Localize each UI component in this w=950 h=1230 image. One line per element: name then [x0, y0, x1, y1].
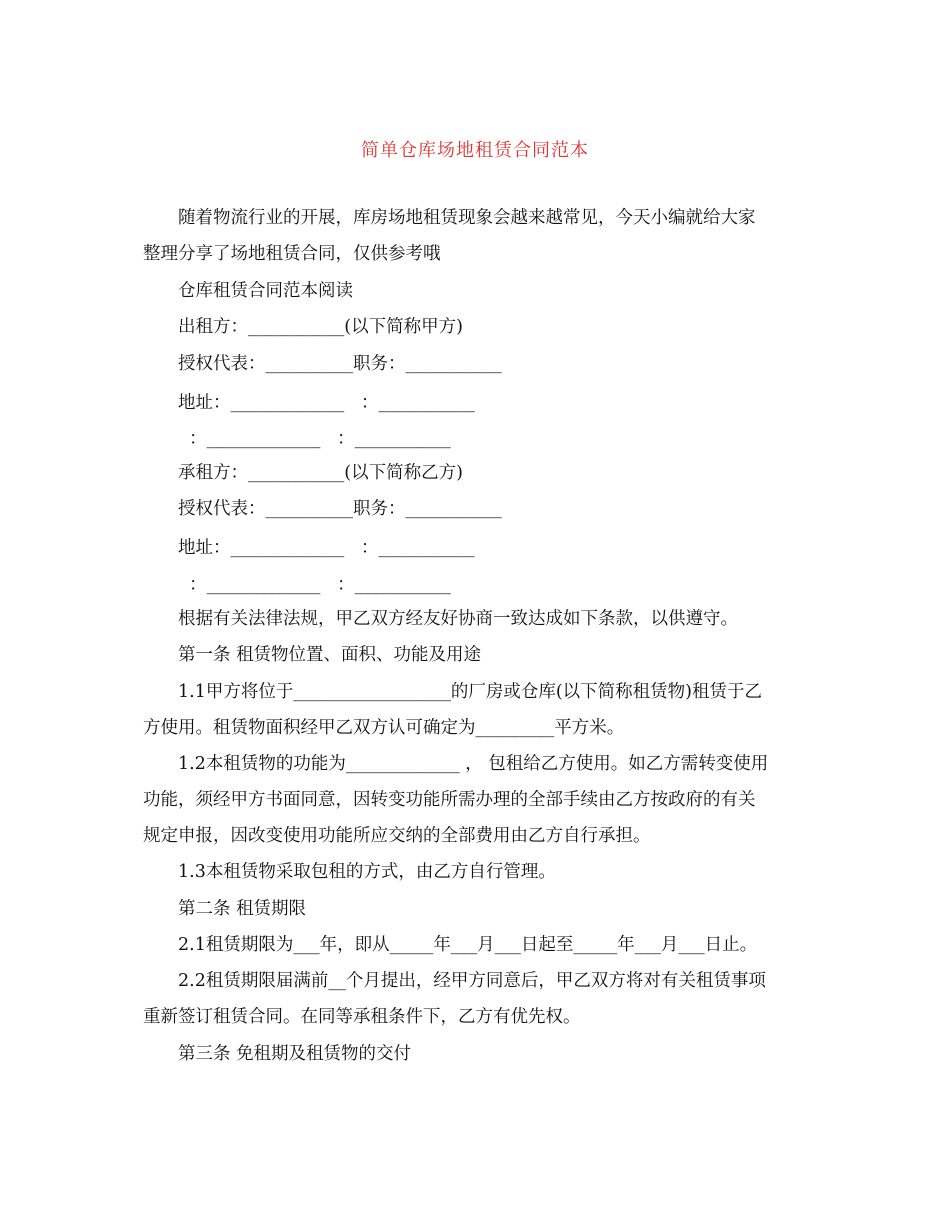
- clause-1-1-line-1: 1.1甲方将位于__________________的厂房或仓库(以下简称租赁物)租赁于乙: [178, 682, 762, 702]
- lessee-representative-line: 授权代表：__________职务：___________: [178, 499, 502, 519]
- lessee-address-line: 地址：_____________ ：___________: [178, 538, 475, 558]
- lessee-line: 承租方：___________(以下简称乙方): [178, 463, 463, 483]
- document-title: 简单仓库场地租赁合同范本: [361, 140, 589, 161]
- clause-1-2-line-3: 规定申报，因改变使用功能所应交纳的全部费用由乙方自行承担。: [143, 826, 651, 846]
- clause-2-1-line: 2.1租赁期限为___年，即从_____年___月___日起至_____年___月___日止。: [178, 935, 758, 955]
- clause-2-2-line-2: 重新签订租赁合同。在同等承租条件下，乙方有优先权。: [143, 1007, 581, 1027]
- lessor-contact-line: ：_____________ ：___________: [178, 429, 451, 449]
- clause-1-1-line-2: 方使用。租赁物面积经甲乙双方认可确定为_________平方米。: [143, 718, 625, 738]
- lessor-representative-line: 授权代表：__________职务：___________: [178, 354, 502, 374]
- intro-line-1: 随着物流行业的开展，库房场地租赁现象会越来越常见，今天小编就给大家: [178, 208, 756, 228]
- lessee-contact-line: ：_____________ ：___________: [178, 575, 451, 595]
- lessor-address-line: 地址：_____________ ：___________: [178, 393, 475, 413]
- section-heading: 仓库租赁合同范本阅读: [178, 281, 353, 301]
- article-1-heading: 第一条 租赁物位置、面积、功能及用途: [178, 645, 482, 665]
- clause-2-2-line-1: 2.2租赁期限届满前__个月提出，经甲方同意后，甲乙双方将对有关租赁事项: [178, 971, 766, 991]
- article-3-heading: 第三条 免租期及租赁物的交付: [178, 1044, 412, 1064]
- agreement-line: 根据有关法律法规，甲乙双方经友好协商一致达成如下条款，以供遵守。: [178, 609, 738, 629]
- intro-line-2: 整理分享了场地租赁合同，仅供参考哦: [143, 244, 441, 264]
- clause-1-2-line-2: 功能，须经甲方书面同意，因转变功能所需办理的全部手续由乙方按政府的有关: [143, 790, 756, 810]
- lessor-line: 出租方：___________(以下简称甲方): [178, 317, 463, 337]
- article-2-heading: 第二条 租赁期限: [178, 899, 307, 919]
- clause-1-2-line-1: 1.2本租赁物的功能为_____________ ， 包租给乙方使用。如乙方需转变使用: [178, 754, 769, 774]
- clause-1-3-line: 1.3本租赁物采取包租的方式，由乙方自行管理。: [178, 862, 556, 882]
